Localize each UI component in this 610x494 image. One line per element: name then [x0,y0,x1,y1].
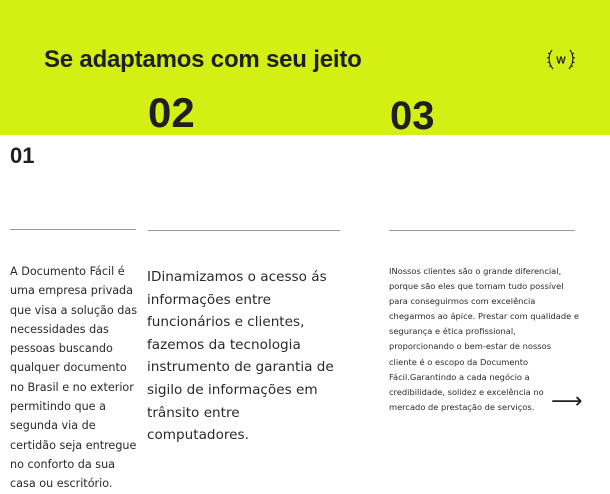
step-paragraph-02: IDinamizamos o acesso ás informações entre funcionários e clientes, fazemos da tecnologia instrumento de garantia de sigilo de informações em trânsito entre computadores. [147,269,334,444]
section-title: Se adaptamos com seu jeito [44,46,362,73]
step-paragraph-03: INossos clientes são o grande diferencial, porque são eles que tornam tudo possível para conseguirmos com excelência chegarmos ao ápice. Prestar com qualidade e segurança e ética profissional, proporcionando o bem-estar de nossos cliente é o escopo da Documento Fácil.Garantindo a cada negócio a credibilidade, solidez e excelência no mercado de prestação de serviços. [389,266,579,412]
laurel-logo-icon [546,44,576,74]
arrow-right-icon[interactable]: ⟶ [551,389,583,414]
step-text-02 [147,266,343,447]
divider-02 [148,230,340,231]
divider-01 [10,229,136,230]
step-number-01: 01 [10,143,35,168]
divider-03 [389,230,575,231]
step-number-03: 03 [390,94,435,138]
logo-letter: W [556,55,566,67]
step-number-02: 02 [148,89,195,136]
step-paragraph-01: A Documento Fácil é uma empresa privada que visa a solução das necessidades das pessoas buscando qualquer documento no Brasil e no exterior permitindo que a segunda via de certidão seja entregue no conforto da sua casa ou escritório. [10,265,138,491]
step-text-01 [10,262,142,494]
